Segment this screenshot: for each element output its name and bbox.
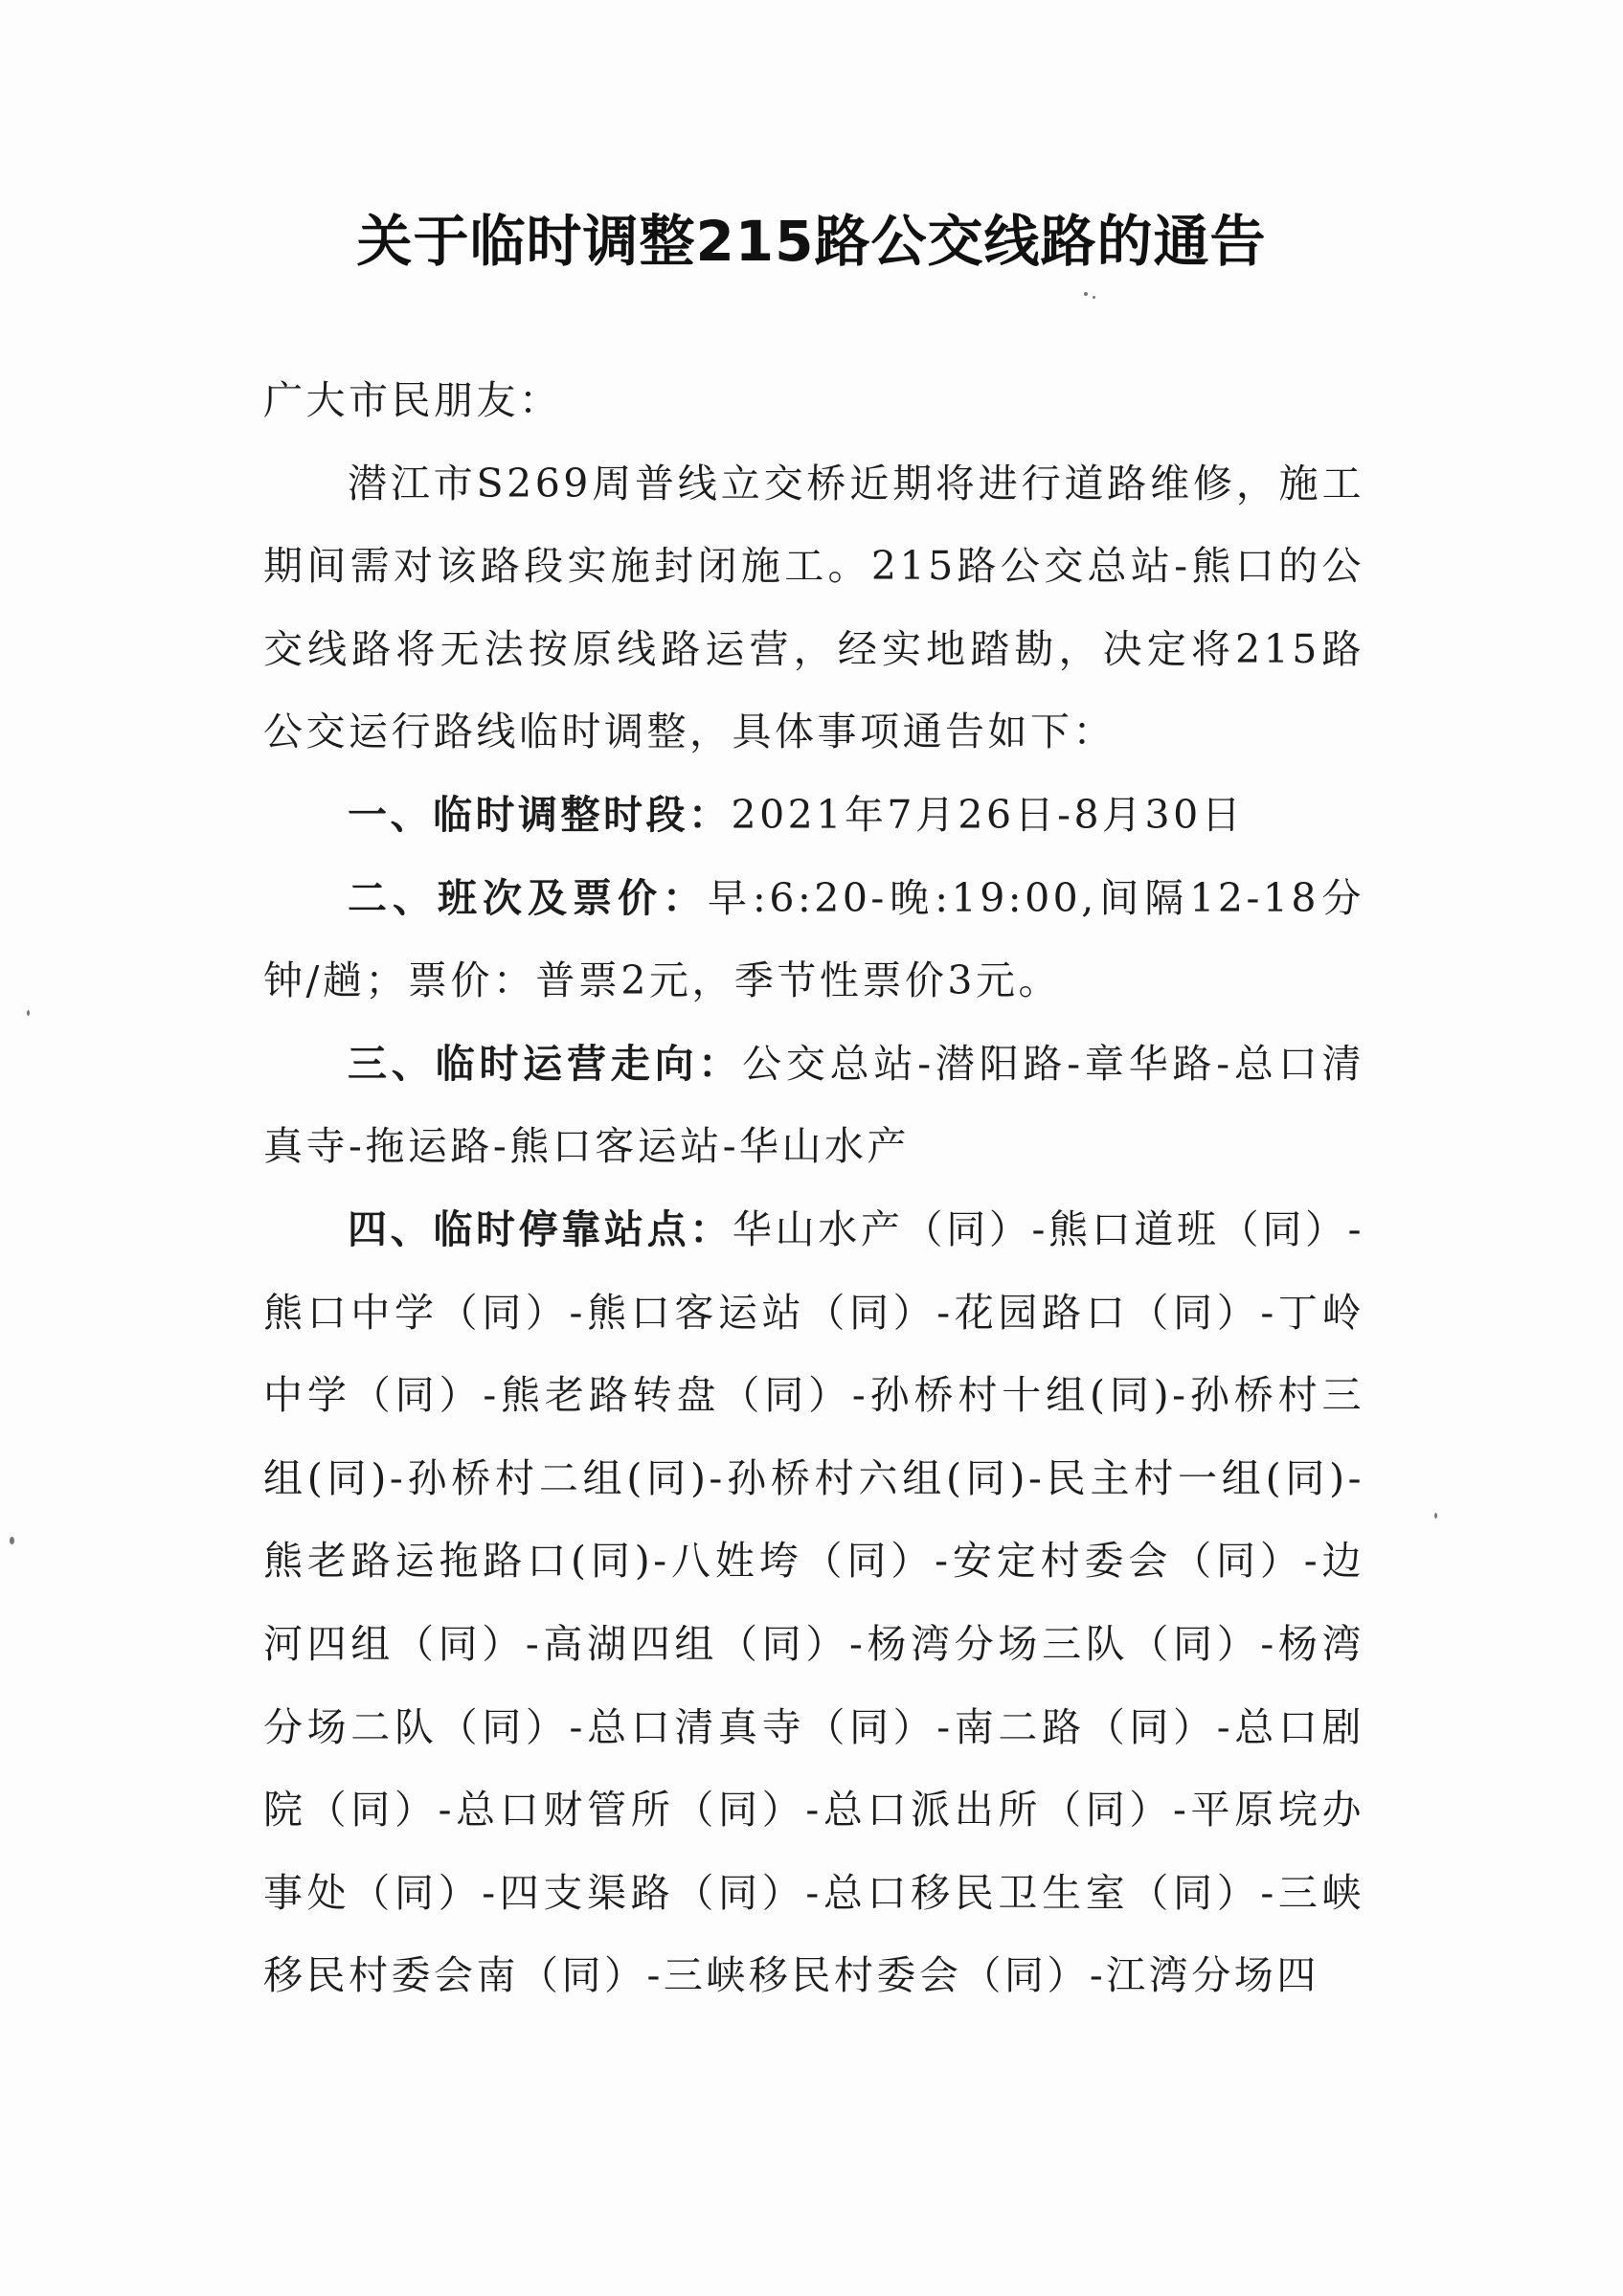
item-period bbox=[263, 774, 1364, 857]
scan-speck bbox=[27, 1010, 30, 1016]
intro-paragraph: 潜江市S269周普线立交桥近期将进行道路维修，施工期间需对该路段实施封闭施工。215路公交总站-熊口的公交线路将无法按原线路运营，经实地踏勘，决定将215路公交运行路线临时调整，具体事项通告如下： bbox=[263, 460, 1364, 755]
notice-title: 关于临时调整215路公交线路的通告 bbox=[356, 209, 1267, 274]
item-schedule-fare bbox=[263, 857, 1364, 1023]
item-period-text: 2021年7月26日-8月30日 bbox=[731, 791, 1245, 838]
item-schedule-fare-text: 早:6:20-晚:19:00,间隔12-18分钟/趟；票价：普票2元，季节性票价3元。 bbox=[263, 874, 1365, 1004]
greeting: 广大市民朋友： bbox=[263, 377, 562, 423]
item-stops-label: 四、临时停靠站点： bbox=[348, 1205, 733, 1252]
scan-speck bbox=[10, 1537, 14, 1544]
item-route-label: 三、临时运营走向： bbox=[348, 1040, 743, 1087]
scan-speck bbox=[1434, 1513, 1437, 1519]
item-stops bbox=[263, 1188, 1364, 2017]
notice-body bbox=[263, 359, 1364, 2017]
item-period-label: 一、临时调整时段： bbox=[348, 791, 732, 838]
item-route bbox=[263, 1023, 1364, 1188]
scan-speck bbox=[1093, 296, 1095, 299]
item-stops-text: 华山水产（同）-熊口道班（同）-熊口中学（同）-熊口客运站（同）-花园路口（同）-丁岭中学（同）-熊老路转盘（同）-孙桥村十组(同)-孙桥村三组(同)-孙桥村二组(同)-孙桥村六组(同)-民主村一组(同)-熊老路运拖路口(同)-八姓垮（同）-安定村委会（同）-边河四组（同）-高湖四组（同）-杨湾分场三队（同）-杨湾分场二队（同）-总口清真寺（同）-南二路（同）-总口剧院（同）-总口财管所（同）-总口派出所（同）-平原垸办事处（同）-四支渠路（同）-总口移民卫生室（同）-三峡移民村委会南（同）-三峡移民村委会（同）-江湾分场四 bbox=[263, 1205, 1364, 1999]
scan-speck bbox=[1084, 292, 1088, 296]
item-schedule-fare-label: 二、班次及票价： bbox=[348, 874, 709, 921]
item-route-text: 公交总站-潜阳路-章华路-总口清真寺-拖运路-熊口客运站-华山水产 bbox=[263, 1040, 1365, 1170]
